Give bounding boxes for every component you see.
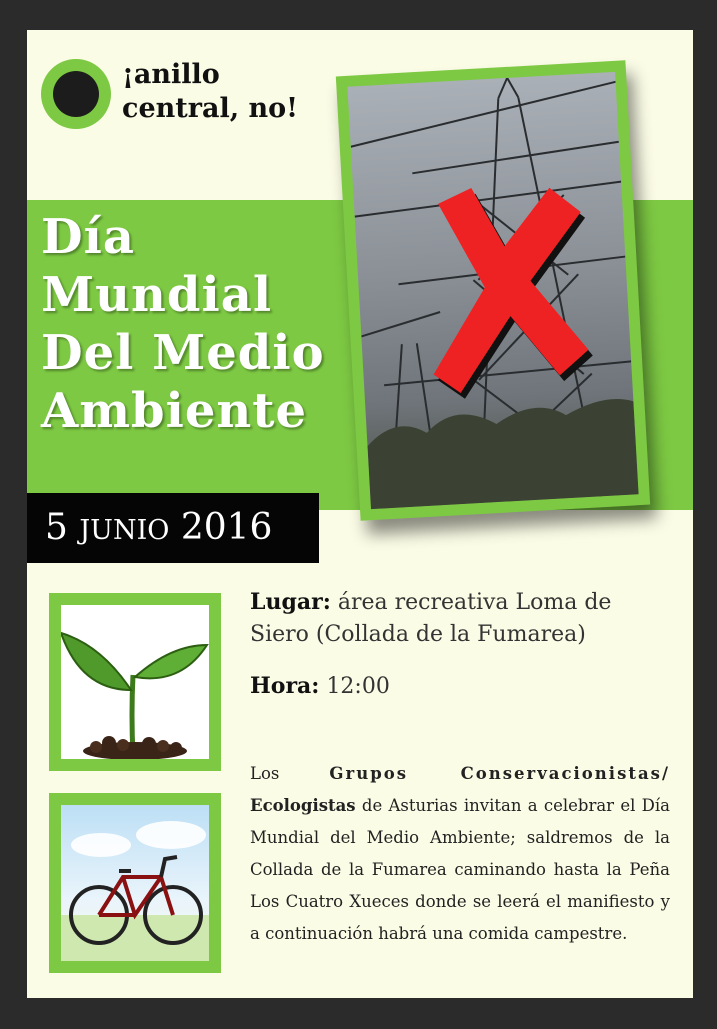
- bicycle-frame: [61, 805, 209, 961]
- hora-line: [250, 670, 670, 703]
- lugar-line: [250, 586, 670, 651]
- power-tower-icon: [347, 72, 638, 509]
- desc-rest: de Asturias invitan a celebrar el Día Mundial del Medio Ambiente; saldremos de la Collada de la Fumarea caminando hasta la Peña Los Cuatro Xueces donde se leerá el manifiesto y a continuación habrá una comida campestre.: [250, 796, 670, 943]
- bicycle-icon: [61, 805, 209, 961]
- desc-groups: Grupos Conservacionistas/: [329, 764, 670, 783]
- poster: [27, 30, 693, 998]
- bicycle-image: [49, 793, 221, 973]
- sprout-icon: [61, 605, 209, 759]
- title-line: Día: [41, 209, 135, 265]
- title-line: Ambiente: [41, 383, 307, 439]
- lugar-label: Lugar:: [250, 589, 331, 615]
- title-line: Del Medio: [41, 325, 325, 381]
- event-title: [41, 208, 381, 440]
- power-tower-photo: [336, 60, 650, 520]
- lugar-value: área recreativa Loma de Siero (Collada de la Fumarea): [250, 590, 612, 647]
- title-line: Mundial: [41, 267, 273, 323]
- date-month: JUNIO: [79, 515, 170, 546]
- date-box: [27, 493, 319, 563]
- sprout-frame: [61, 605, 209, 759]
- ring-icon: [41, 59, 111, 129]
- ring-center: [53, 71, 99, 117]
- sprout-image: [49, 593, 221, 771]
- date-day: 5: [45, 507, 68, 548]
- event-date: [45, 505, 272, 554]
- desc-pre: Los: [250, 764, 330, 783]
- hora-value: 12:00: [326, 674, 390, 699]
- photo-frame: [347, 72, 638, 509]
- date-year: 2016: [180, 507, 273, 548]
- tagline: ¡anillo central, no!: [122, 59, 298, 124]
- event-description: [250, 758, 670, 950]
- desc-ecologistas: Ecologistas: [250, 796, 356, 815]
- hora-label: Hora:: [250, 673, 320, 699]
